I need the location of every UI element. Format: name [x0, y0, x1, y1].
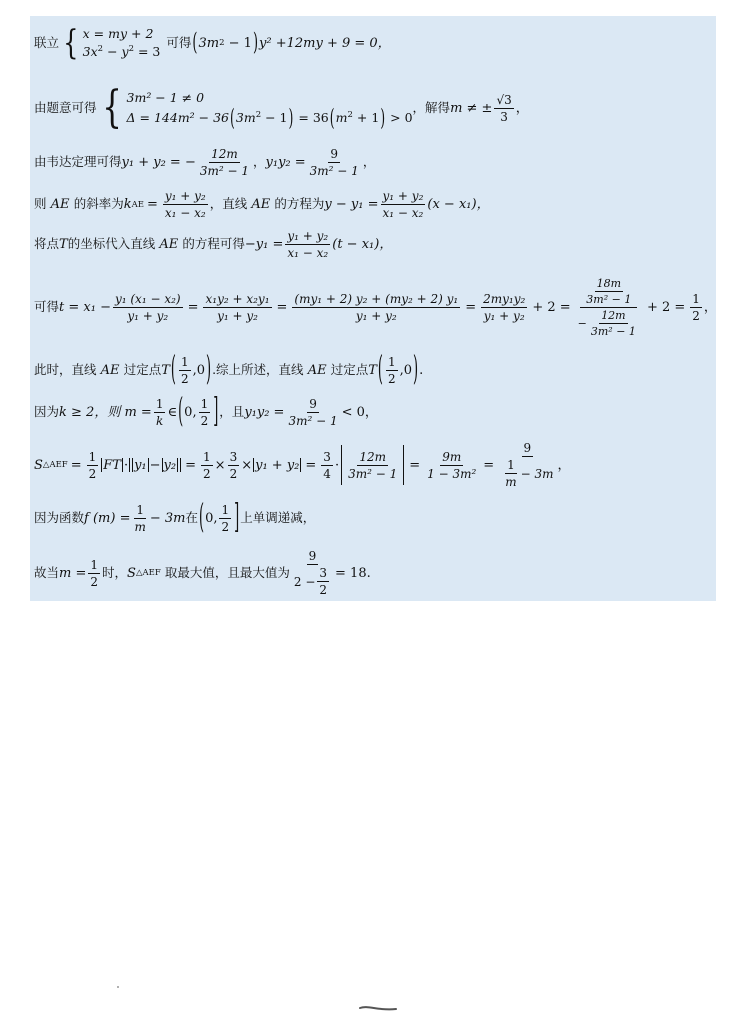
line-5: 将点 T 的坐标代入直线 AE 的方程可得 −y₁ = $\frac{\text{y₁ + y₂}}{\text{x₁ − x₂}}$ (t − x₁)， — [34, 229, 393, 260]
fraction: $\frac{\text{2my₁y₂}}{\text{y₁ + y₂}}$ — [483, 292, 526, 323]
line-6: 可得 t = x₁ − $\frac{\text{y₁ (x₁ − x₂)}}{\text{y₁ + y₂}}$ = $\frac{\text{x₁y₂ + x₂y₁}}{\text{y₁ + y₂}}$ = $\frac{\text{(my₁ + 2) y₂ + (my₂ + 2) y₁}}{\text{y₁ + y₂}}$ = $\frac{\text{2my₁y₂}}{\text{y₁ + y₂}}$ + 2 = $\frac{18m}{\text{3m² − 1}}$ − $\frac{12m}{\text{3m² − 1}}$ + 2 = $\frac{1}{2}$ ， — [34, 277, 717, 338]
speck — [117, 986, 119, 988]
fraction: $\frac{\text{y₁ + y₂}}{\text{x₁ − x₂}}$ — [164, 189, 206, 220]
watermark-mark — [358, 1004, 398, 1012]
brace: { — [101, 82, 122, 133]
brace: { — [63, 23, 79, 63]
line-7: 此时，直线 AE 过定点 T ( $\frac{1}{2}$ ,0 ) .综上所述，直线 AE 过定点 T ( $\frac{1}{2}$ ,0 ) . — [34, 351, 424, 390]
line-11: 故当 m = $\frac{1}{2}$ 时， S △AEF 取最大值，且最大值为 9 2 − $\frac{3}{2}$ = 18 . — [34, 549, 371, 597]
equation: $3x^2 - y^2 = 3$ — [82, 43, 161, 59]
line-10: 因为函数 f (m) = $\frac{1}{m}$ − 3m 在 ( 0, $\frac{1}{2}$ ] 上单调递减， — [34, 499, 316, 538]
compound-fraction: 9 2 − $\frac{3}{2}$ — [293, 549, 328, 597]
expression: y₁y₂ = — [265, 155, 306, 170]
expression: y₁ + y₂ = − — [121, 155, 196, 170]
fraction: $\frac{\text{(my₁ + 2) y₂ + (my₂ + 2) y₁}}{\text{y₁ + y₂}}$ — [294, 292, 459, 323]
expression: m ≠ ± — [450, 100, 493, 116]
line-1: 联立 { x = my + 2 $3x^2 - y^2 = 3$ 可得 ( 3m 2 − 1 ) y² +12my + 9 = 0， — [34, 23, 391, 63]
compound-fraction: $\frac{18m}{\text{3m² − 1}}$ − $\frac{12m}{\text{3m² − 1}}$ — [577, 277, 636, 338]
text: 可得 — [166, 34, 192, 50]
line-4: 则 AE 的斜率为 k AE = $\frac{\text{y₁ + y₂}}{\text{x₁ − x₂}}$ ，直线 AE 的方程为 y − y₁ = $\frac{\text{y₁ + y₂}}{\text{x₁ − x₂}}$ (x − x₁)， — [34, 189, 490, 220]
equation-system — [83, 28, 161, 58]
line-8: 因为 k ≥ 2，则 m = $\frac{1}{k}$ ∈ ( 0, $\frac{1}{2}$ ] ，且 y₁y₂ = $\frac{9}{\text{3m² − 1}}$ < 0， — [34, 393, 378, 432]
solution-panel — [30, 16, 716, 601]
fraction: $\frac{12m}{\text{3m² − 1}}$ — [199, 147, 249, 178]
fraction: $\frac{\text{y₁ + y₂}}{\text{x₁ − x₂}}$ — [287, 229, 329, 260]
line-9: S △AEF = $\frac{1}{2}$ FT · y₁ − y₂ = $\frac{1}{2}$ × $\frac{3}{2}$ × y₁ + y₂ = $\frac{3}{4}$ · $\frac{12m}{\text{3m² − 1}}$ = $\frac{9m}{\text{1 − 3m²}}$ = 9 $\frac{1}{m}$ − 3m ， — [34, 441, 571, 489]
fraction: $\frac{\text{y₁ (x₁ − x₂)}}{\text{y₁ + y₂}}$ — [114, 292, 181, 323]
text: 由韦达定理可得 — [34, 154, 122, 170]
condition: 3m² − 1 ≠ 0 — [126, 89, 205, 105]
text: 联立 — [34, 34, 60, 50]
fraction: $\frac{√3}{3}$ — [496, 92, 512, 124]
compound-fraction: 9 $\frac{1}{m}$ − 3m — [505, 441, 554, 489]
fraction: $\frac{\text{x₁y₂ + x₂y₁}}{\text{y₁ + y₂}}$ — [205, 292, 270, 323]
fraction: $\frac{1}{2}$ — [692, 292, 700, 323]
line-2: 由题意可得 { 3m² − 1 ≠ 0 $\Delta = 144m^2 - 36(3m^2 - 1) = 36(m^2 + 1) > 0$ ，解得 m ≠ ± $\frac{√3}{3}$ ， — [34, 82, 529, 133]
equation: x = my + 2 — [82, 26, 154, 41]
text: 由题意可得 — [34, 99, 97, 115]
fraction: $\frac{\text{y₁ + y₂}}{\text{x₁ − x₂}}$ — [382, 189, 424, 220]
text: ，解得 — [412, 99, 451, 115]
line-3: 由韦达定理可得 y₁ + y₂ = − $\frac{12m}{\text{3m² − 1}}$ ， y₁y₂ = $\frac{9}{\text{3m² − 1}}$ ， — [34, 147, 376, 178]
fraction: $\frac{9}{\text{3m² − 1}}$ — [309, 147, 359, 178]
equation-system — [126, 89, 413, 132]
condition: $\Delta = 144m^2 - 36(3m^2 - 1) = 36(m^2 + 1) > 0$ — [126, 102, 413, 132]
equation: y² +12my + 9 = 0， — [259, 35, 391, 51]
